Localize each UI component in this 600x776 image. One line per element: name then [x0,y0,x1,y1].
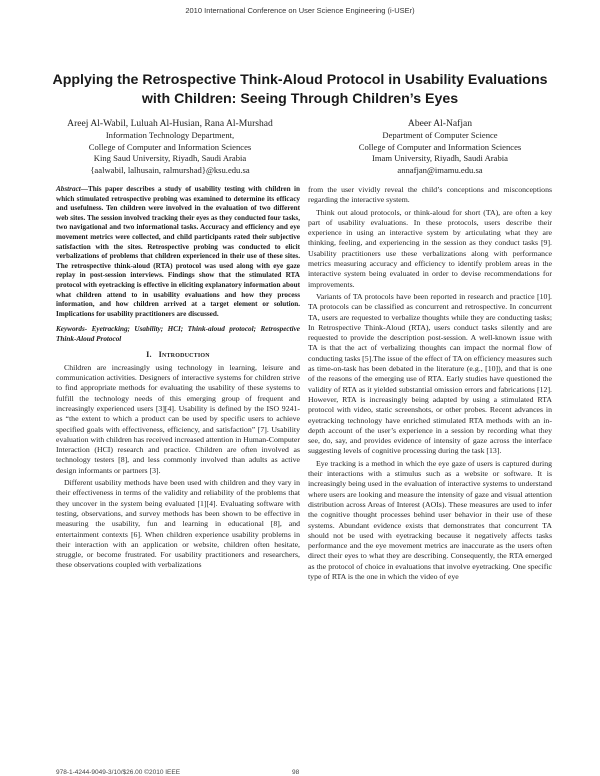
section-number: I. [146,349,152,359]
author-department: Information Technology Department, [105,130,235,140]
body-paragraph: Variants of TA protocols have been reported in research and practice [10]. TA protocols can be classified as concurrent and retrospective. In concurrent TA, users are requested to verbalize thoughts while they are conducting tasks; In Retrospective Think-Aloud (RTA), users conduct tasks silently and are requested to provide the description post-session. A well-known issue with TA is that the act of verbalizing thoughts can impact the normal flow of conducting tasks [5].The issue of the effect of TA on efficiency measures such as time-on-task has been debated in the literature (e.g., [10]), and that is one of the reasons of the emerging use of RTA. Early studies have questioned the validity of RTA as it yielded substantial omission errors and fabrications [12]. However, RTA is increasingly being adapted by using a stimulated RTA protocol with video, static screenshots, or other probes. Recent advances in eyetracking technology have enriched stimulated RTA methods with an in-depth account of the user’s experience in a session by recording what they see, do, say, and provides evidence of intensity of gaze across the interface suggesting levels of cognitive processing during the task [13]. [308,291,552,456]
author-university: King Saud University, Riyadh, Saudi Arabia [93,153,247,164]
author-email: annafjan@imamu.edu.sa [397,164,483,175]
author-names: Areej Al-Wabil, Luluah Al-Husian, Rana Al-Murshad [67,118,273,129]
keywords-lead: Keywords- [56,325,88,334]
abstract-lead: Abstract— [56,185,88,193]
body-paragraph: from the user vividly reveal the child’s conceptions and misconceptions regarding the interactive system. [308,185,552,205]
footer-copyright: 978-1-4244-9049-3/10/$26.00 ©2010 IEEE [56,769,181,776]
body-paragraph: Eye tracking is a method in which the eye gaze of users is captured during their interactions with a stimulus such as a website or software. It is increasingly being used in the evaluation of interactive systems to understand where users are looking and measure the intensity of gaze and visual attention distribution across Areas of Interest (AOIs). These measures are used to infer the cognitive thought processes behind user behavior in their use of these systems. Abundant evidence exists that demonstrates that concurrent TA should not be used with eyetracking because it negatively affects tasks performance and the eye movement metrics are inaccurate as the users often direct their eyes to what they are describing. Consequently, the RTA emerged as the protocol of choice in evaluations that involve eyetracking. One specific type of RTA is the one in which the video of eye [308,458,552,581]
author-college: College of Computer and Information Sciences [358,141,522,152]
abstract-text: This paper describes a study of usability testing with children in which stimulated retrospective probing was examined to determine its efficacy and usefulness. Ten children were involved in the evaluation of two different web sites. The session involved tracking their eyes as they conducted four tasks, two navigational and two informational tasks. Accuracy and efficiency and eye movement metrics were collected, and child participants rated their subjective satisfaction with the sites. Retrospective probing was conducted to elicit verbalizations of problems that children experienced in their use of these sites. The retrospective think-aloud (RTA) protocol was used along with eye gaze replay in post-session interviews. Findings show that the stimulated RTA protocol with eyetracking is effective in eliciting explanatory information about what children attend to in usability evaluations and how they process information, and how children arrived at a target element or solution. Implications for usability practitioners are discussed. [56,185,300,318]
author-block-right [316,117,564,176]
right-column [308,185,552,582]
author-emails: {aalwabil, lalhusain, ralmurshad}@ksu.edu.sa [90,164,250,175]
abstract [56,185,300,319]
author-department: Department of Computer Science [382,130,498,140]
section-title: Introduction [158,349,210,359]
section-heading-introduction [56,350,300,360]
author-college: College of Computer and Information Sciences [88,141,252,152]
author-names: Abeer Al-Nafjan [407,118,473,129]
author-university: Imam University, Riyadh, Saudi Arabia [372,153,508,164]
page-number: 98 [292,769,300,776]
author-block-left [36,117,304,176]
body-paragraph: Think out aloud protocols, or think-aloud for short (TA), are often a key part of usability evaluations. In these protocols, users describe their experience in using an interactive system by articulating what they are thinking, feeling, and experiencing in the session as they conduct tasks [9]. Usability practitioners use these verbalizations along with performance metrics measuring accuracy and efficiency to identify problem areas in the interactive system being evaluated in order to devise recommendations for improvements. [308,207,552,289]
keywords [56,325,300,344]
left-column [56,185,300,571]
running-head: 2010 International Conference on User Science Engineering (i-USEr) [185,6,415,15]
paper-title: Applying the Retrospective Think-Aloud Protocol in Usability Evaluations with Children: Seeing Through Children’s Eyes [52,72,548,107]
keywords-text: Eyetracking; Usability; HCI; Think-aloud protocol; Retrospective Think-Aloud Protocol [56,325,300,343]
body-paragraph: Different usability methods have been used with children and they vary in their effectiveness in terms of the validity and reliability of the problems that they uncover in the system being evaluated [1][4]. Evaluating software with testing, observations, and survey methods has been shown to be effective in measuring the usability, fun and learning in educational [8], and entertainment contexts [6]. When children experience usability problems in their interaction with an application or website, children often hesitate, struggle, or become frustrated. For usability practitioners and researchers, these observations coupled with verbalizations [56,478,300,570]
body-paragraph: Children are increasingly using technology in learning, leisure and communication activities. Designers of interactive systems for children strive to find appropriate methods for evaluating the usability of these systems to fulfill the technology needs of this emerging group of frequent and increasingly experienced users [3][4]. Usability is defined by the ISO 9241- as “the extent to which a product can be used by specific users to achieve specified goals with effectiveness, efficiency, and satisfaction” [7]. Usability evaluation with children has received increased attention in Human-Computer Interaction (HCI) research and practice. Children are often involved as technology testers [8], and less commonly involved than adults as active design informants or partners [3]. [56,362,300,475]
